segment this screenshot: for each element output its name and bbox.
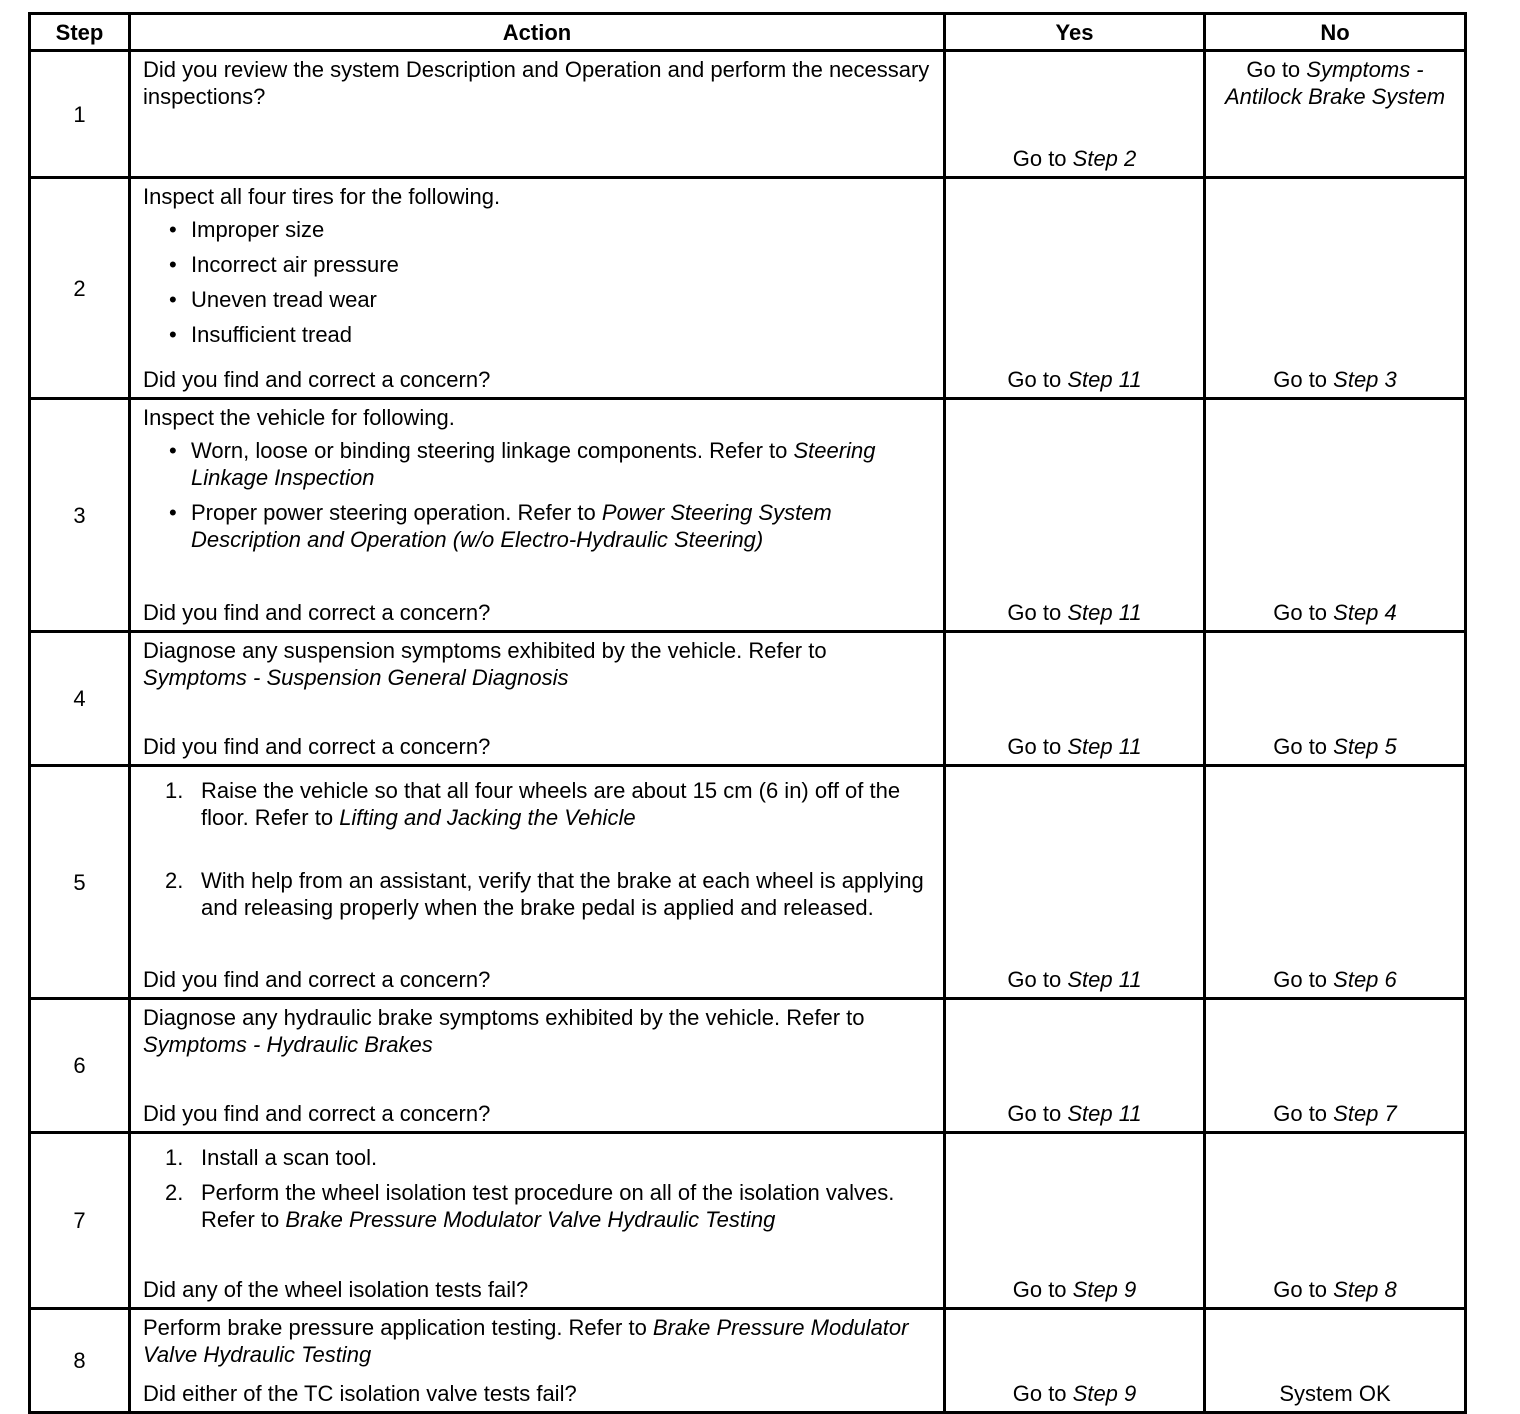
action-text: Inspect all four tires for the following. [143,184,501,209]
list-item [165,867,933,921]
list-item [165,1179,933,1233]
numbered-list [143,777,933,929]
list-item-text: Proper power steering operation. Refer to [191,500,602,525]
no-cell [1205,51,1466,178]
no-prefix: Go to [1273,1277,1334,1302]
no-link[interactable]: Step 3 [1333,367,1397,392]
yes-prefix: Go to [1007,734,1068,759]
step-number: 2 [30,178,130,399]
no-link[interactable]: Step 5 [1333,734,1397,759]
no-cell [1205,999,1466,1133]
yes-prefix: Go to [1012,1277,1073,1302]
yes-cell [945,766,1205,999]
yes-prefix: Go to [1012,146,1073,171]
table-row [30,1133,1466,1309]
action-text: Did you review the system Description and Operation and perform the necessary inspections? [143,57,930,109]
yes-link[interactable]: Step 11 [1067,367,1142,392]
yes-prefix: Go to [1007,600,1068,625]
no-link[interactable]: Step 4 [1333,600,1397,625]
no-prefix: Go to [1273,600,1334,625]
action-text [143,637,933,691]
yes-prefix: Go to [1012,1381,1073,1406]
list-item-text: Worn, loose or binding steering linkage components. Refer to [191,438,794,463]
yes-cell [945,178,1205,399]
yes-prefix: Go to [1007,967,1068,992]
table-row [30,999,1466,1133]
no-prefix: Go to [1246,57,1307,82]
yes-link[interactable]: Step 9 [1072,1381,1137,1406]
list-item-text: Install a scan tool. [201,1145,378,1170]
header-action: Action [130,14,945,51]
list-item: • Uneven tread wear [167,286,933,313]
action-text: Inspect the vehicle for following. [143,405,455,430]
action-cell [130,399,945,632]
header-step: Step [30,14,130,51]
yes-cell [945,51,1205,178]
action-cell [130,1133,945,1309]
list-item: • Improper size [167,216,933,243]
action-cell [130,632,945,766]
no-cell [1205,766,1466,999]
numbered-list [143,1144,933,1241]
reference-link[interactable]: Lifting and Jacking the Vehicle [339,805,636,830]
question-text: Did you find and correct a concern? [143,1101,491,1126]
question-text: Did you find and correct a concern? [143,600,491,625]
action-intro: Diagnose any suspension symptoms exhibited by the vehicle. Refer to [143,638,827,663]
no-cell [1205,178,1466,399]
no-result: System OK [1279,1381,1391,1406]
action-cell [130,1309,945,1413]
step-number: 6 [30,999,130,1133]
yes-link[interactable]: Step 11 [1067,734,1142,759]
no-prefix: Go to [1273,734,1334,759]
reference-link[interactable]: Power Steering System Description and Operation (w/o Electro-Hydraulic Steering) [191,500,832,552]
action-intro: Diagnose any hydraulic brake symptoms exhibited by the vehicle. Refer to [143,1005,865,1030]
yes-cell [945,399,1205,632]
action-cell [130,51,945,178]
yes-link[interactable]: Step 11 [1067,600,1142,625]
step-number: 3 [30,399,130,632]
yes-link[interactable]: Step 11 [1067,967,1142,992]
list-item [165,1144,933,1171]
action-intro: Perform brake pressure application testing. Refer to [143,1315,653,1340]
yes-link[interactable]: Step 9 [1072,1277,1137,1302]
step-number: 8 [30,1309,130,1413]
list-number: 2. [165,868,184,893]
no-link[interactable]: Step 7 [1333,1101,1397,1126]
action-cell [130,999,945,1133]
no-prefix: Go to [1273,367,1334,392]
yes-link[interactable]: Step 2 [1072,146,1137,171]
action-text [143,1314,933,1368]
table-row [30,766,1466,999]
step-number: 1 [30,51,130,178]
reference-link[interactable]: Symptoms - Hydraulic Brakes [143,1032,433,1057]
list-item: • Incorrect air pressure [167,251,933,278]
reference-link[interactable]: Brake Pressure Modulator Valve Hydraulic Testing [285,1207,776,1232]
list-item [165,777,933,831]
no-cell [1205,1309,1466,1413]
list-number: 1. [165,1145,184,1170]
step-number: 5 [30,766,130,999]
no-link[interactable]: Step 8 [1333,1277,1397,1302]
no-cell [1205,632,1466,766]
list-item: • Insufficient tread [167,321,933,348]
reference-link[interactable]: Symptoms - Suspension General Diagnosis [143,665,569,690]
no-link[interactable]: Symptoms - Antilock Brake System [1224,57,1446,109]
action-cell [130,178,945,399]
yes-link[interactable]: Step 11 [1067,1101,1142,1126]
no-cell [1205,399,1466,632]
reference-link[interactable]: Steering Linkage Inspection [191,438,876,490]
question-text: Did you find and correct a concern? [143,967,491,992]
list-item-text: Perform the wheel isolation test procedure on all of the isolation valves. Refer to [201,1180,895,1232]
yes-cell [945,1309,1205,1413]
diagnostic-table [28,12,1467,1414]
bullet-list [143,216,933,348]
header-no: No [1205,14,1466,51]
yes-prefix: Go to [1007,1101,1068,1126]
yes-prefix: Go to [1007,367,1068,392]
step-number: 7 [30,1133,130,1309]
table-row [30,178,1466,399]
table-row [30,51,1466,178]
header-row [30,14,1466,51]
question-text: Did either of the TC isolation valve tests fail? [143,1381,577,1406]
no-prefix: Go to [1273,967,1334,992]
table-row [30,632,1466,766]
yes-cell [945,999,1205,1133]
yes-cell [945,632,1205,766]
bullet-list [143,437,933,553]
list-number: 1. [165,778,184,803]
list-item-text: Raise the vehicle so that all four wheels are about 15 cm (6 in) off of the floor. Refer to [201,778,901,830]
no-link[interactable]: Step 6 [1333,967,1397,992]
question-text: Did you find and correct a concern? [143,367,491,392]
list-number: 2. [165,1180,184,1205]
no-cell [1205,1133,1466,1309]
question-text: Did any of the wheel isolation tests fail? [143,1277,529,1302]
reference-link[interactable]: Brake Pressure Modulator Valve Hydraulic Testing [143,1315,909,1367]
action-text [143,1004,933,1058]
action-cell [130,766,945,999]
table-row [30,399,1466,632]
list-item-text: With help from an assistant, verify that the brake at each wheel is applying and releasing properly when the brake pedal is applied and released. [201,868,924,920]
question-text: Did you find and correct a concern? [143,734,491,759]
list-item [167,437,933,491]
header-yes: Yes [945,14,1205,51]
yes-cell [945,1133,1205,1309]
step-number: 4 [30,632,130,766]
table-row [30,1309,1466,1413]
list-item [167,499,933,553]
no-prefix: Go to [1273,1101,1334,1126]
